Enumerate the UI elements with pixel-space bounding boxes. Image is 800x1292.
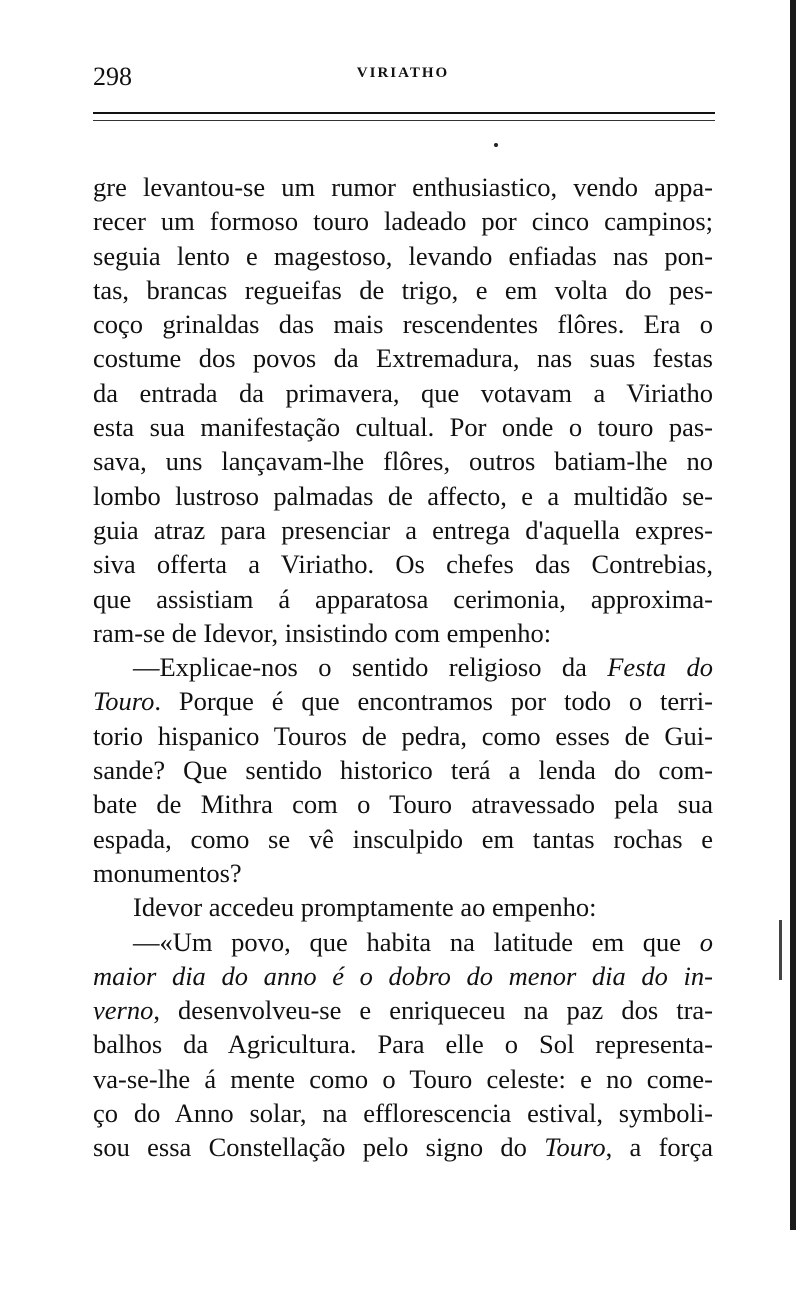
text-run: . Porque é que encontramos por todo o terri- [154,686,713,717]
page-edge-shadow [790,0,796,1230]
text-line: costume dos povos da Extremadura, nas suas festas [93,343,713,374]
text-line: Idevor accedeu promptamente ao empenho: [133,892,597,923]
text-line [93,650,713,684]
text-line: seguia lento e magestoso, levando enfiadas nas pon- [93,240,713,271]
italic-run: maior dia do anno é o dobro do menor dia do in- [93,960,713,991]
text-line: sande? Que sentido historico terá a lenda do com- [93,755,713,786]
page-edge-mark [779,920,782,980]
text-run: , desenvolveu-se e enriqueceu na paz dos tra- [153,995,713,1026]
text-line: da entrada da primavera, que votavam a Viriatho [93,377,713,408]
text-line [93,925,713,959]
text-line [93,684,713,718]
text-line: que assistiam á apparatosa cerimonia, approxima- [93,583,713,614]
text-line: guia atraz para presenciar a entrega d'aquella expres- [93,514,713,545]
text-run: , a força [605,1132,714,1163]
text-line: espada, como se vê insculpido em tantas rochas e [93,823,713,854]
page-number: 298 [93,62,132,91]
text-run: —«Um povo, que habita na latitude em que [133,926,700,957]
text-line: coço grinaldas das mais rescendentes flôres. Era o [93,309,713,340]
running-title: VIRIATHO [356,65,450,81]
text-line [93,959,713,993]
text-line: esta sua manifestação cultual. Por onde o touro pas- [93,412,713,443]
header-rule [93,112,715,114]
text-line: va-se-lhe á mente como o Touro celeste: e no come- [93,1063,713,1094]
page-header [93,60,713,100]
italic-run: verno [93,995,154,1026]
text-line [93,993,713,1027]
text-line: torio hispanico Touros de pedra, como esses de Gui- [93,720,713,751]
text-line: monumentos? [93,857,242,888]
italic-run: Festa do [607,652,713,683]
text-line: bate de Mithra com o Touro atravessado pela sua [93,789,713,820]
text-run: sou essa Constellação pelo signo do [93,1132,545,1163]
text-line: ço do Anno solar, na efflorescencia estival, symboli- [93,1098,713,1129]
ink-speck [494,143,498,147]
text-line: ram-se de Idevor, insistindo com empenho: [93,617,552,648]
italic-run: Touro [93,686,155,717]
text-line: sava, uns lançavam-lhe flôres, outros batiam-lhe no [93,446,713,477]
text-line: siva offerta a Viriatho. Os chefes das Contrebias, [93,549,713,580]
text-line: balhos da Agricultura. Para elle o Sol representa- [93,1029,713,1060]
text-run: —Explicae-nos o sentido religioso da [133,652,608,683]
italic-run: o [699,926,713,957]
text-line: lombo lustroso palmadas de affecto, e a multidão se- [93,480,713,511]
text-line: gre levantou-se um rumor enthusiastico, vendo appa- [93,172,713,202]
header-rule-thin [93,120,715,121]
text-line [93,1130,713,1164]
text-line: recer um formoso touro ladeado por cinco campinos; [93,206,713,237]
body-text [93,170,713,1165]
italic-run: Touro [544,1132,606,1163]
text-line: tas, brancas regueifas de trigo, e em volta do pes- [93,274,713,305]
